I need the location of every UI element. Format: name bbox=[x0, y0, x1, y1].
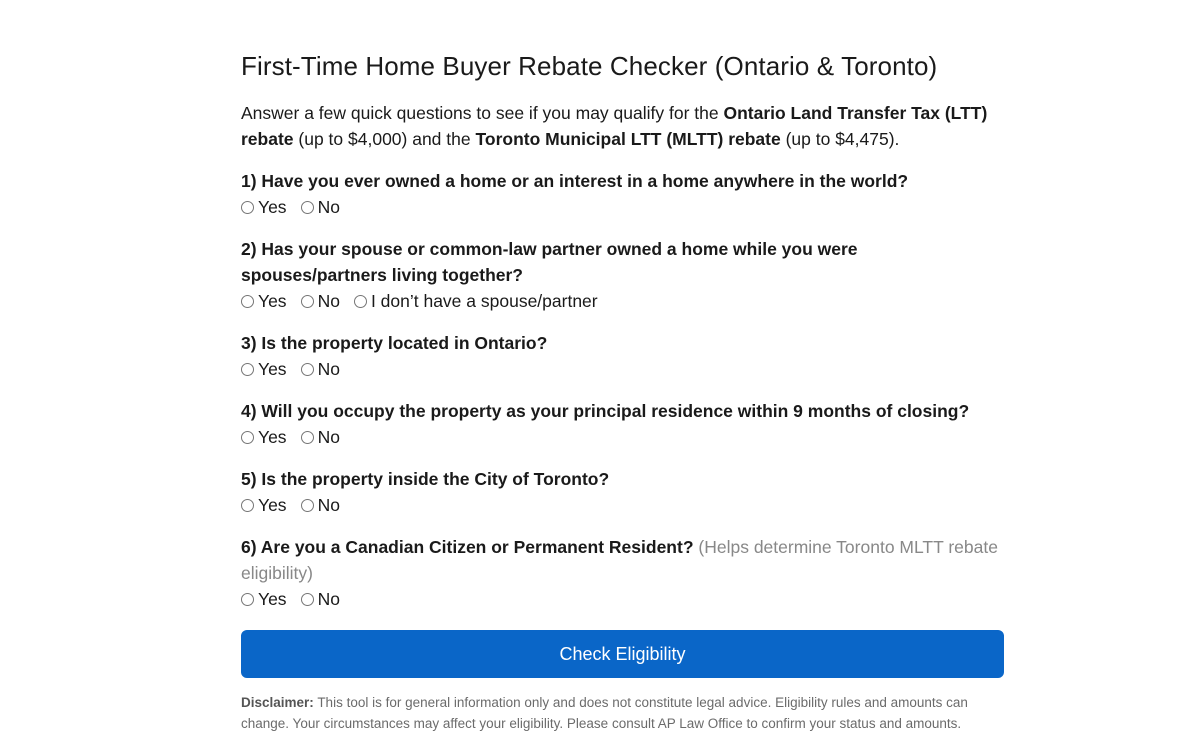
question-1 bbox=[241, 168, 1004, 220]
question-text bbox=[241, 330, 1004, 356]
intro-part-3: (up to $4,475). bbox=[780, 129, 900, 149]
question-label: 2) Has your spouse or common-law partner owned a home while you were spouses/partners living together? bbox=[241, 239, 858, 285]
radio-circle-icon[interactable] bbox=[301, 593, 314, 606]
radio-option-label: I don’t have a spouse/partner bbox=[370, 290, 598, 311]
radio-option-i-don-t-have-a-spouse-partner[interactable] bbox=[354, 291, 598, 312]
question-text bbox=[241, 466, 1004, 492]
radio-circle-icon[interactable] bbox=[301, 295, 314, 308]
radio-option-no[interactable] bbox=[301, 589, 340, 610]
question-text bbox=[241, 398, 1004, 424]
disclaimer-text: This tool is for general information only and does not constitute legal advice. Eligibility rules and amounts can change. Your circumstances may affect your eligibility. Please consult AP Law Office to confirm your status and amounts. bbox=[241, 695, 968, 731]
radio-option-yes[interactable] bbox=[241, 495, 287, 516]
radio-option-label: No bbox=[317, 426, 340, 447]
radio-option-label: Yes bbox=[258, 588, 287, 609]
radio-circle-icon[interactable] bbox=[241, 201, 254, 214]
rebate-checker-form bbox=[241, 46, 1004, 734]
question-note: (Helps determine Toronto MLTT rebate eligibility) bbox=[241, 537, 998, 583]
check-eligibility-button[interactable]: Check Eligibility bbox=[241, 630, 1004, 678]
question-text bbox=[241, 236, 1004, 288]
radio-option-no[interactable] bbox=[301, 359, 340, 380]
radio-option-label: No bbox=[317, 196, 340, 217]
radio-group bbox=[241, 424, 1004, 450]
radio-option-label: Yes bbox=[258, 494, 287, 515]
question-label: 4) Will you occupy the property as your principal residence within 9 months of closing? bbox=[241, 401, 970, 421]
radio-circle-icon[interactable] bbox=[241, 593, 254, 606]
radio-option-yes[interactable] bbox=[241, 197, 287, 218]
question-label: 1) Have you ever owned a home or an interest in a home anywhere in the world? bbox=[241, 171, 909, 191]
radio-group bbox=[241, 356, 1004, 382]
question-2 bbox=[241, 236, 1004, 314]
radio-option-label: No bbox=[317, 358, 340, 379]
question-4 bbox=[241, 398, 1004, 450]
radio-circle-icon[interactable] bbox=[241, 363, 254, 376]
radio-group bbox=[241, 288, 1004, 314]
intro-text bbox=[241, 100, 1004, 152]
intro-part-2: (up to $4,000) and the bbox=[293, 129, 476, 149]
radio-option-label: No bbox=[317, 290, 340, 311]
question-5 bbox=[241, 466, 1004, 518]
question-label: 3) Is the property located in Ontario? bbox=[241, 333, 548, 353]
questions-list bbox=[241, 168, 1004, 612]
radio-option-no[interactable] bbox=[301, 291, 340, 312]
intro-ltt-rebate: Ontario Land Transfer Tax (LTT) rebate bbox=[241, 103, 988, 149]
radio-option-no[interactable] bbox=[301, 495, 340, 516]
disclaimer-label: Disclaimer: bbox=[241, 695, 314, 710]
radio-circle-icon[interactable] bbox=[241, 431, 254, 444]
disclaimer bbox=[241, 692, 1004, 734]
radio-option-label: No bbox=[317, 494, 340, 515]
radio-option-label: Yes bbox=[258, 196, 287, 217]
radio-circle-icon[interactable] bbox=[354, 295, 367, 308]
radio-group bbox=[241, 492, 1004, 518]
question-label: 5) Is the property inside the City of Toronto? bbox=[241, 469, 610, 489]
radio-option-yes[interactable] bbox=[241, 427, 287, 448]
radio-option-yes[interactable] bbox=[241, 589, 287, 610]
radio-option-no[interactable] bbox=[301, 197, 340, 218]
question-label: 6) Are you a Canadian Citizen or Permanent Resident? bbox=[241, 537, 694, 557]
radio-option-label: Yes bbox=[258, 358, 287, 379]
radio-circle-icon[interactable] bbox=[301, 431, 314, 444]
radio-circle-icon[interactable] bbox=[301, 499, 314, 512]
page-title: First-Time Home Buyer Rebate Checker (Ontario & Toronto) bbox=[241, 51, 938, 81]
question-text bbox=[241, 168, 1004, 194]
radio-option-no[interactable] bbox=[301, 427, 340, 448]
radio-group bbox=[241, 586, 1004, 612]
intro-part-1: Answer a few quick questions to see if you may qualify for the bbox=[241, 103, 724, 123]
radio-option-label: Yes bbox=[258, 426, 287, 447]
question-text bbox=[241, 534, 1004, 586]
radio-circle-icon[interactable] bbox=[301, 201, 314, 214]
radio-group bbox=[241, 194, 1004, 220]
radio-circle-icon[interactable] bbox=[241, 295, 254, 308]
radio-option-yes[interactable] bbox=[241, 291, 287, 312]
intro-mltt-rebate: Toronto Municipal LTT (MLTT) rebate bbox=[475, 129, 781, 149]
radio-option-label: No bbox=[317, 588, 340, 609]
radio-circle-icon[interactable] bbox=[301, 363, 314, 376]
radio-circle-icon[interactable] bbox=[241, 499, 254, 512]
radio-option-label: Yes bbox=[258, 290, 287, 311]
question-3 bbox=[241, 330, 1004, 382]
question-6 bbox=[241, 534, 1004, 612]
radio-option-yes[interactable] bbox=[241, 359, 287, 380]
